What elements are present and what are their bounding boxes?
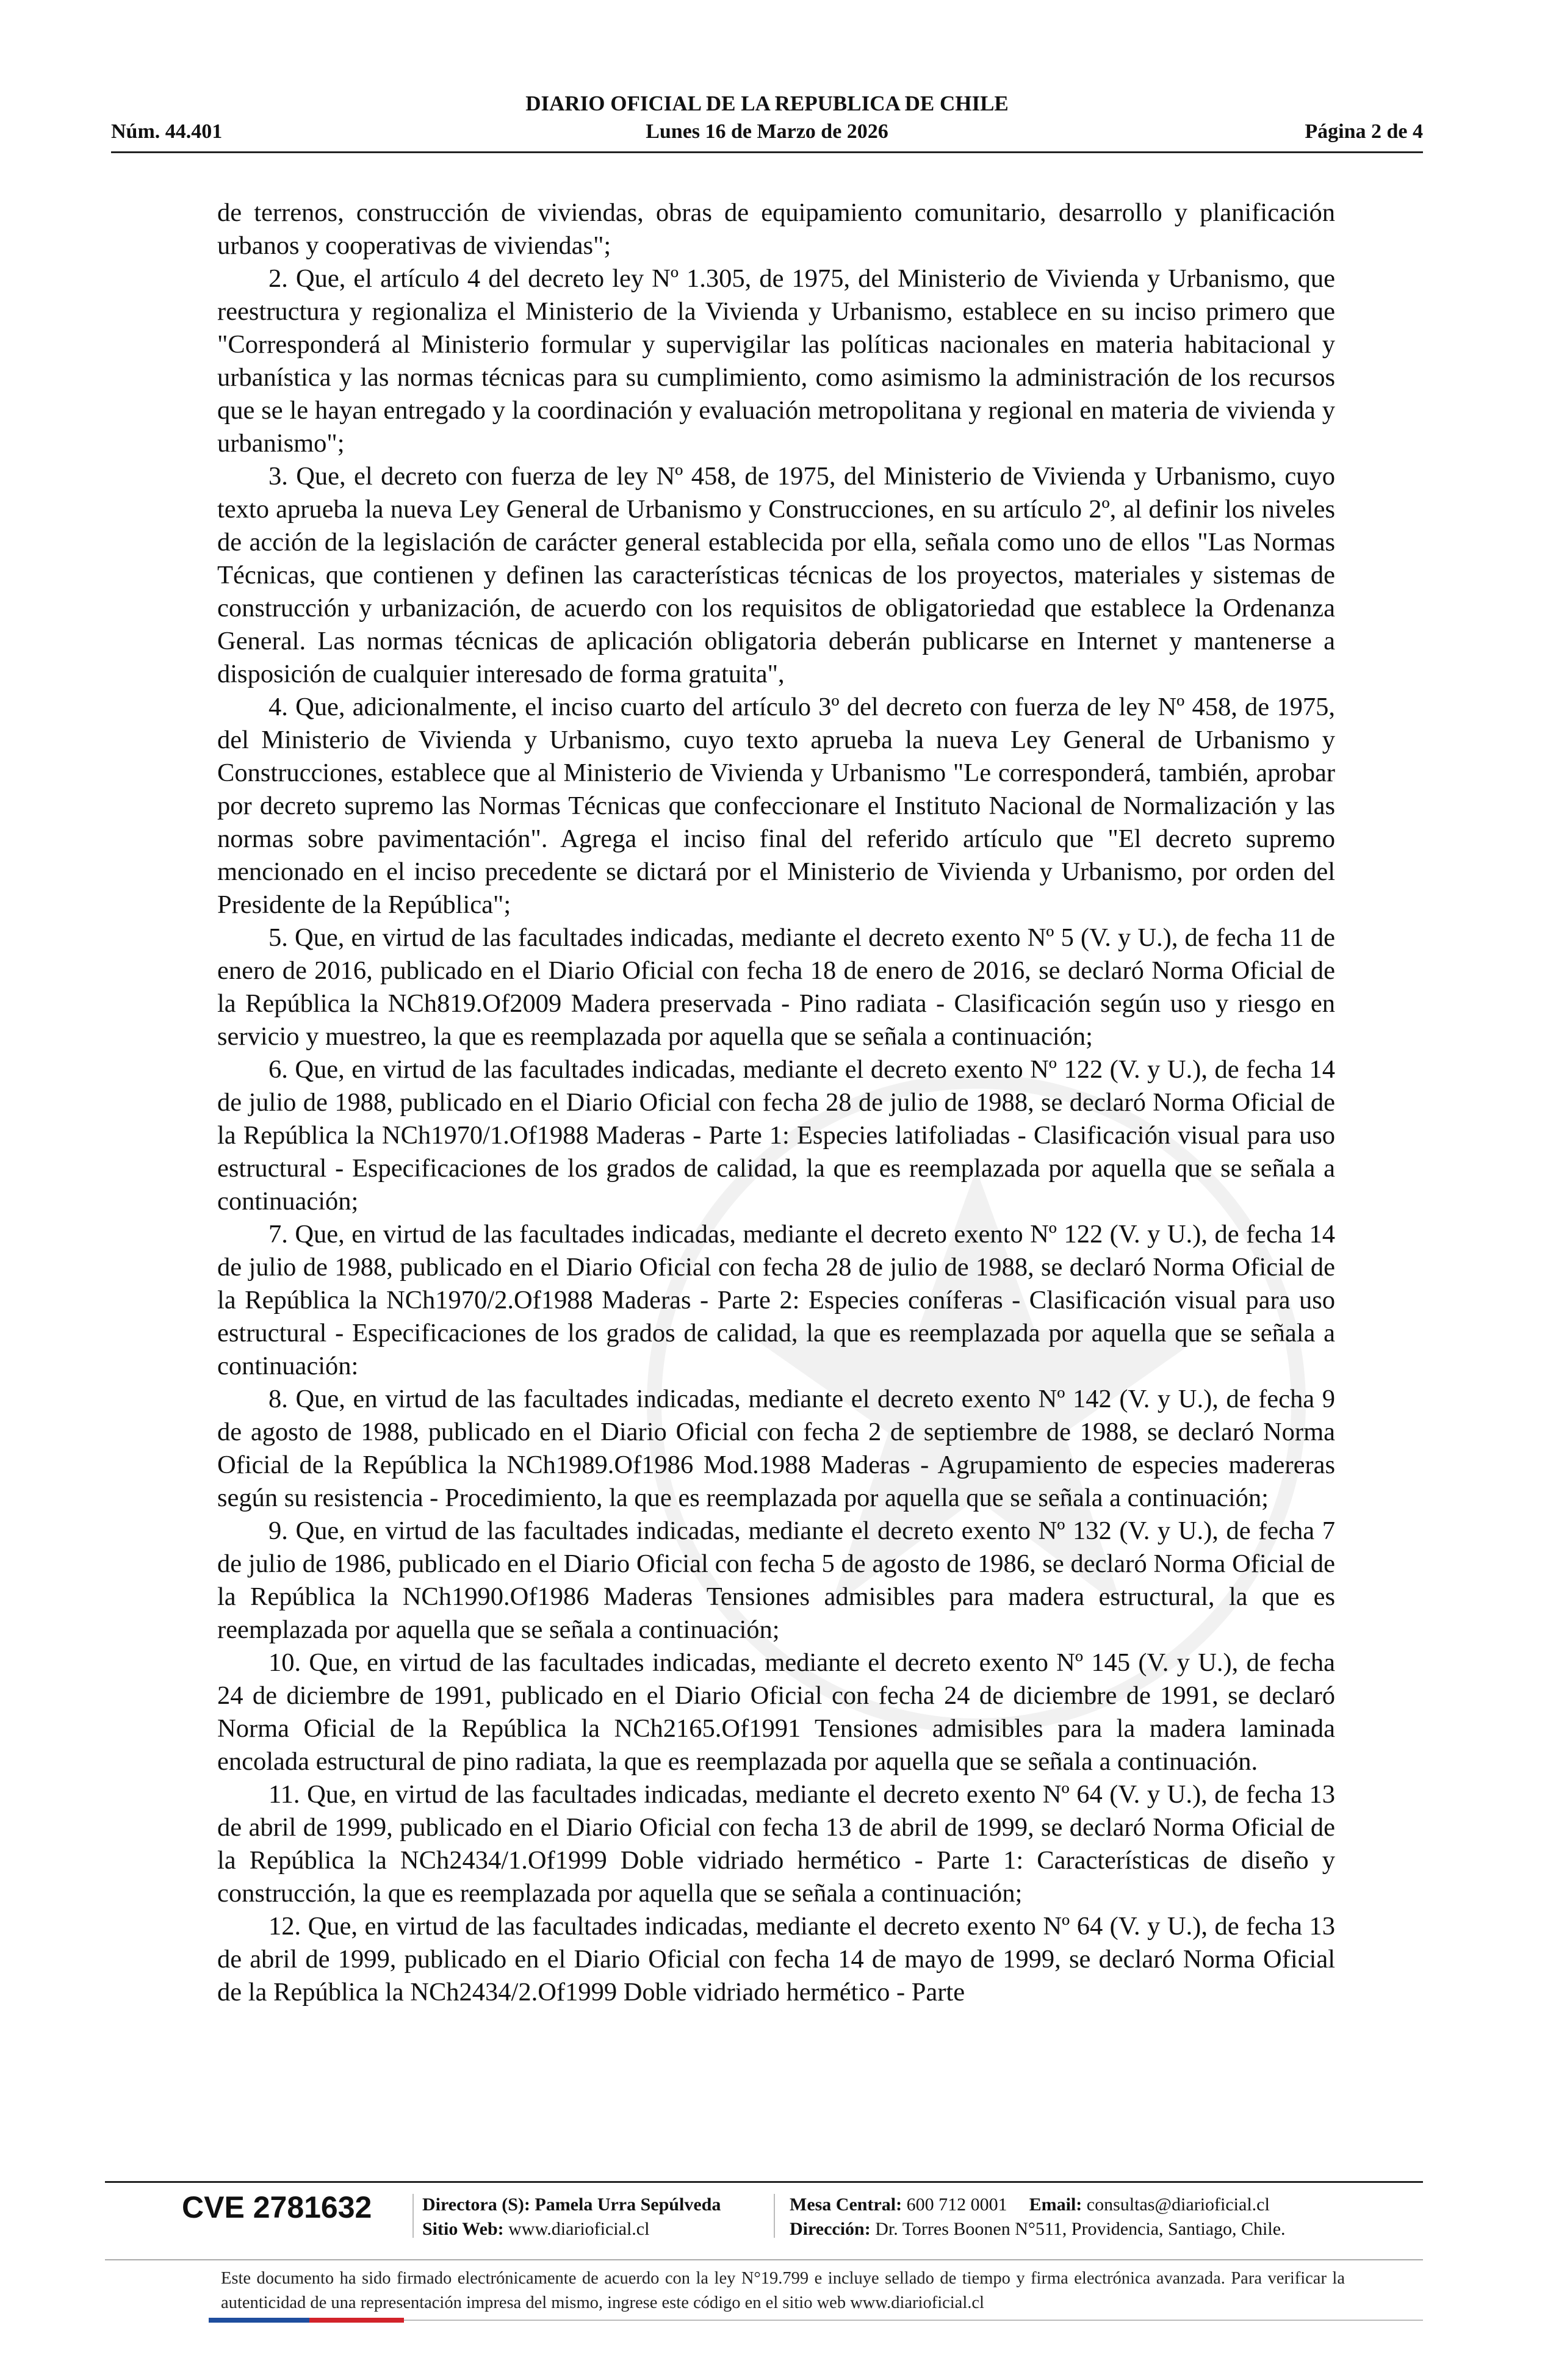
footer-divider-bottom <box>404 2320 1423 2321</box>
paragraph-12: 12. Que, en virtud de las facultades indicadas, mediante el decreto exento Nº 64 (V. y U.), de fecha 13 de abril de 1999, publicado en el Diario Oficial con fecha 14 de mayo de 1999, se declaró Norma Oficial de la República la NCh2434/2.Of1999 Doble vidriado hermético - Parte <box>217 1912 1335 2007</box>
address-row <box>790 2217 1286 2241</box>
flag-stripe-blue <box>209 2318 309 2323</box>
footer-separator <box>412 2194 414 2238</box>
address-value: Dr. Torres Boonen N°511, Providencia, Santiago, Chile. <box>875 2219 1286 2239</box>
address-label: Dirección: <box>790 2219 871 2239</box>
paragraph-3: 3. Que, el decreto con fuerza de ley Nº 458, de 1975, del Ministerio de Vivienda y Urbanismo, cuyo texto aprueba la nueva Ley General de Urbanismo y Construcciones, en su artículo 2º, al definir los niveles de acción de la legislación de carácter general establecida por ella, señala como uno de ellos "Las Normas Técnicas, que contienen y definen las características técnicas de los proyectos, materiales y sistemas de construcción y urbanización, de acuerdo con los requisitos de obligatoriedad que establece la Ordenanza General. Las normas técnicas de aplicación obligatoria deberán publicarse en Internet y mantenerse a disposición de cualquier interesado de forma gratuita", <box>217 462 1335 688</box>
paragraph-2: 2. Que, el artículo 4 del decreto ley Nº 1.305, de 1975, del Ministerio de Vivienda y Urbanismo, que reestructura y regionaliza el Ministerio de la Vivienda y Urbanismo, establece en su inciso primero que "Corresponderá al Ministerio formular y supervigilar las políticas nacionales en materia habitacional y urbanística y las normas técnicas para su cumplimiento, como asimismo la administración de los recursos que se le hayan entregado y la coordinación y evaluación metropolitana y regional en materia de vivienda y urbanismo"; <box>217 264 1335 458</box>
paragraph-4: 4. Que, adicionalmente, el inciso cuarto del artículo 3º del decreto con fuerza de ley Nº 458, de 1975, del Ministerio de Vivienda y Urbanismo, cuyo texto aprueba la nueva Ley General de Urbanismo y Construcciones, establece que al Ministerio de Vivienda y Urbanismo "Le corresponderá, también, aprobar por decreto supremo las Normas Técnicas que confeccionare el Instituto Nacional de Normalización y las normas sobre pavimentación". Agrega el inciso final del referido artículo que "El decreto supremo mencionado en el inciso precedente se dictará por el Ministerio de Vivienda y Urbanismo, por orden del Presidente de la República"; <box>217 693 1335 919</box>
paragraph-9: 9. Que, en virtud de las facultades indicadas, mediante el decreto exento Nº 132 (V. y U.), de fecha 7 de julio de 1986, publicado en el Diario Oficial con fecha 5 de agosto de 1986, se declaró Norma Oficial de la República la NCh1990.Of1986 Maderas Tensiones admisibles para madera estructural, la que es reemplazada por aquella que se señala a continuación; <box>217 1516 1335 1644</box>
issue-date: Lunes 16 de Marzo de 2026 <box>646 120 888 143</box>
flag-stripe-red <box>309 2318 404 2323</box>
electronic-signature-note: Este documento ha sido firmado electrónicamente de acuerdo con la ley N°19.799 e incluye sellado de tiempo y firma electrónica avanzada. Para verificar la autenticidad de una representación impresa del mismo, ingrese este código en el sitio web www.diarioficial.cl <box>221 2269 1345 2312</box>
phone-value: 600 712 0001 <box>906 2194 1007 2215</box>
website-label: Sitio Web: <box>422 2219 504 2239</box>
email-label: Email: <box>1029 2194 1082 2215</box>
cve-code: CVE 2781632 <box>182 2190 372 2224</box>
paragraph-7: 7. Que, en virtud de las facultades indicadas, mediante el decreto exento Nº 122 (V. y U.), de fecha 14 de julio de 1988, publicado en el Diario Oficial con fecha 28 de julio de 1988, se declaró Norma Oficial de la República la NCh1970/2.Of1988 Maderas - Parte 2: Especies coníferas - Clasificación visual para uso estructural - Especificaciones de los grados de calidad, la que es reemplazada por aquella que se señala a continuación: <box>217 1220 1335 1380</box>
issue-number: Núm. 44.401 <box>111 120 223 143</box>
newspaper-title: DIARIO OFICIAL DE LA REPUBLICA DE CHILE <box>525 92 1009 115</box>
phone-email-row <box>790 2193 1286 2217</box>
page-header <box>111 92 1423 159</box>
document-body <box>217 197 1335 2009</box>
page-number: Página 2 de 4 <box>1305 120 1423 143</box>
website-link[interactable]: www.diarioficial.cl <box>508 2219 650 2239</box>
footer-separator <box>774 2194 775 2238</box>
footer-divider-mid <box>105 2259 1423 2260</box>
paragraph-10: 10. Que, en virtud de las facultades indicadas, mediante el decreto exento Nº 145 (V. y U.), de fecha 24 de diciembre de 1991, publicado en el Diario Oficial con fecha 24 de diciembre de 1991, se declaró Norma Oficial de la República la NCh2165.Of1991 Tensiones admisibles para la madera laminada encolada estructural de pino radiata, la que es reemplazada por aquella que se señala a continuación. <box>217 1648 1335 1776</box>
paragraph-8: 8. Que, en virtud de las facultades indicadas, mediante el decreto exento Nº 142 (V. y U.), de fecha 9 de agosto de 1988, publicado en el Diario Oficial con fecha 2 de septiembre de 1988, se declaró Norma Oficial de la República la NCh1989.Of1986 Mod.1988 Maderas - Agrupamiento de especies madereras según su resistencia - Procedimiento, la que es reemplazada por aquella que se señala a continuación; <box>217 1385 1335 1512</box>
footer-contact-left <box>422 2193 721 2241</box>
paragraph-5: 5. Que, en virtud de las facultades indicadas, mediante el decreto exento Nº 5 (V. y U.), de fecha 11 de enero de 2016, publicado en el Diario Oficial con fecha 18 de enero de 2016, se declaró Norma Oficial de la República la NCh819.Of2009 Madera preservada - Pino radiata - Clasificación según uso y riesgo en servicio y muestreo, la que es reemplazada por aquella que se señala a continuación; <box>217 923 1335 1051</box>
footer-divider-top <box>105 2181 1423 2183</box>
email-link[interactable]: consultas@diarioficial.cl <box>1086 2194 1270 2215</box>
director-name: Directora (S): Pamela Urra Sepúlveda <box>422 2194 721 2215</box>
paragraph-11: 11. Que, en virtud de las facultades indicadas, mediante el decreto exento Nº 64 (V. y U.), de fecha 13 de abril de 1999, publicado en el Diario Oficial con fecha 13 de abril de 1999, se declaró Norma Oficial de la República la NCh2434/1.Of1999 Doble vidriado hermético - Parte 1: Características de diseño y construcción, la que es reemplazada por aquella que se señala a continuación; <box>217 1780 1335 1908</box>
paragraph-6: 6. Que, en virtud de las facultades indicadas, mediante el decreto exento Nº 122 (V. y U.), de fecha 14 de julio de 1988, publicado en el Diario Oficial con fecha 28 de julio de 1988, se declaró Norma Oficial de la República la NCh1970/1.Of1988 Maderas - Parte 1: Especies latifoliadas - Clasificación visual para uso estructural - Especificaciones de los grados de calidad, la que es reemplazada por aquella que se señala a continuación; <box>217 1055 1335 1216</box>
header-divider <box>111 151 1423 153</box>
website-row <box>422 2217 721 2241</box>
footer-contact-right <box>790 2193 1286 2241</box>
paragraph-continuation: de terrenos, construcción de viviendas, obras de equipamiento comunitario, desarrollo y planificación urbanos y cooperativas de viviendas"; <box>217 198 1335 260</box>
phone-label: Mesa Central: <box>790 2194 902 2215</box>
